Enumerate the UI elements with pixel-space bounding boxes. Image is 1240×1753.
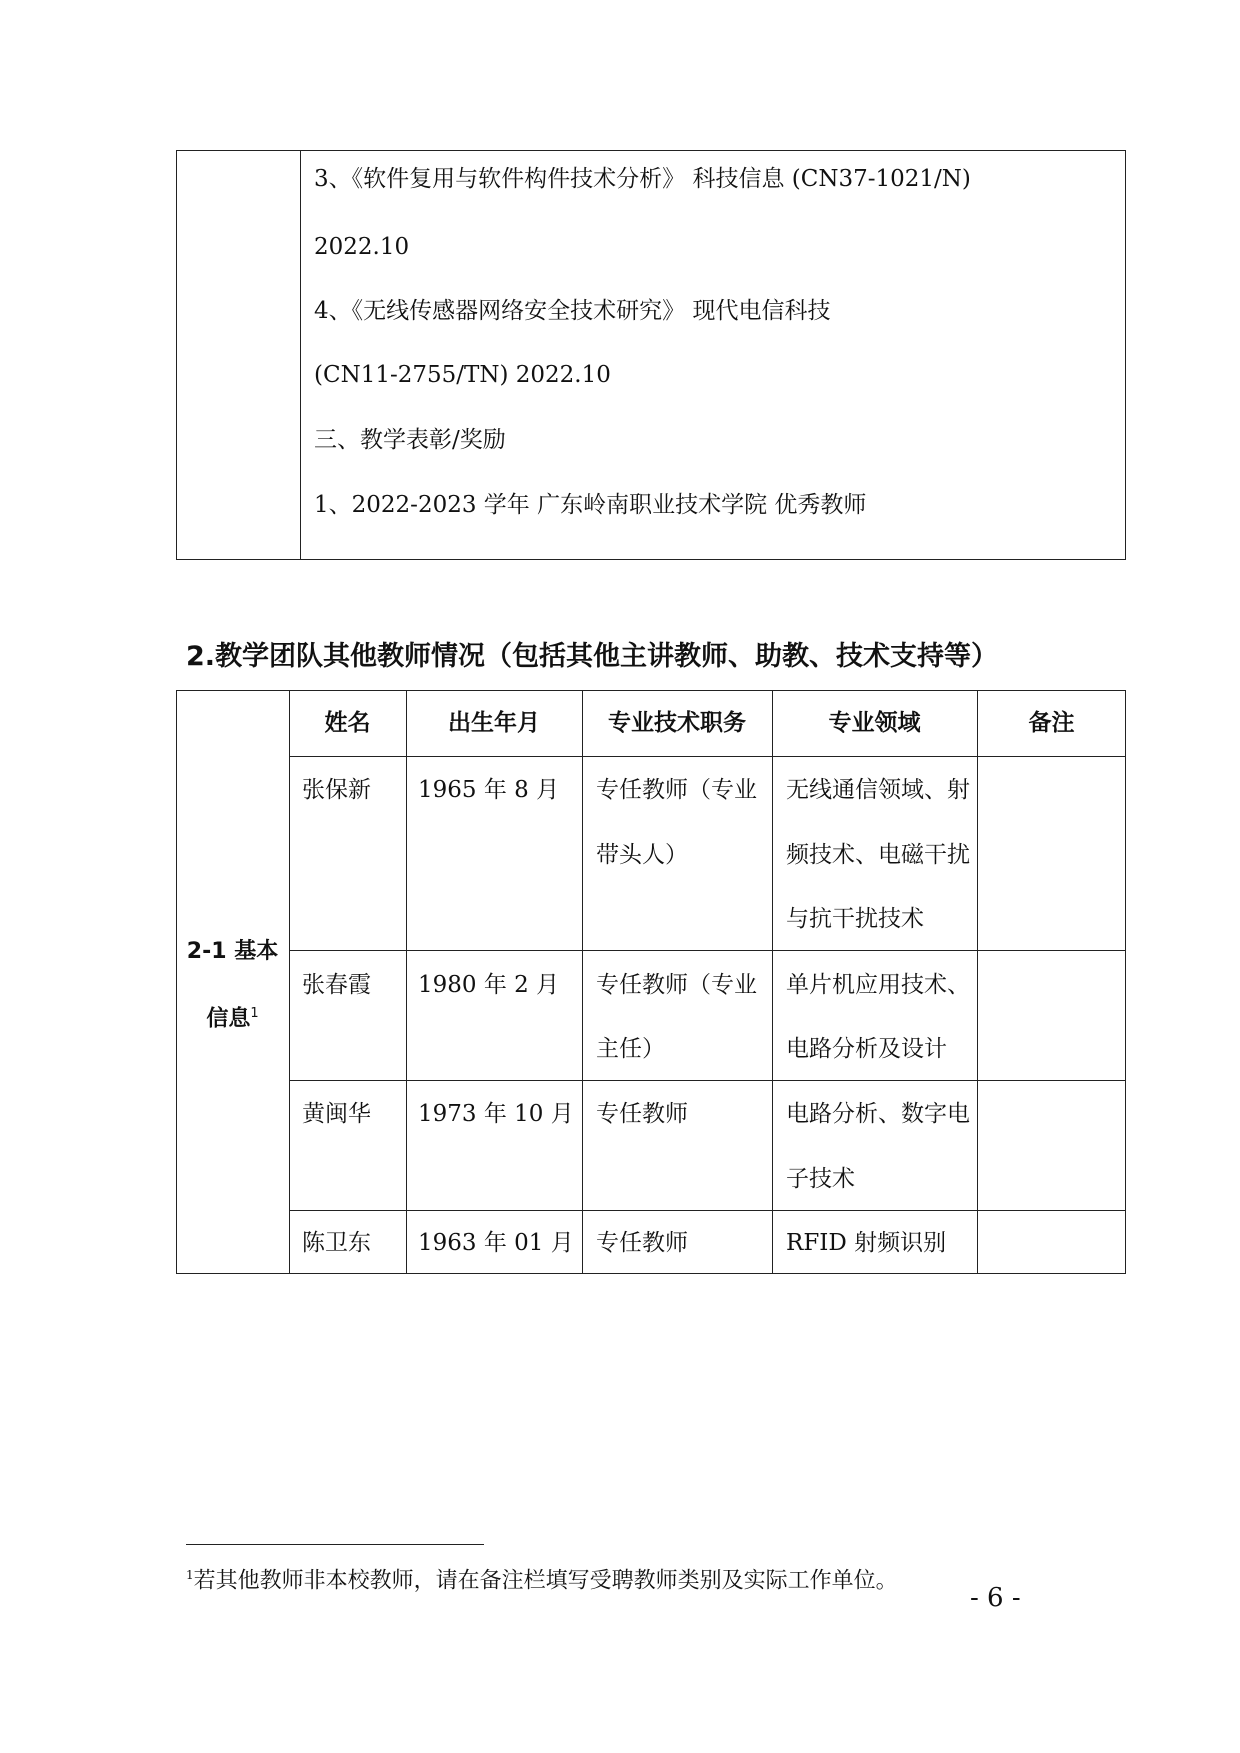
teacher-title: 专任教师	[596, 1101, 688, 1127]
teacher-birth: 1965 年 8 月	[418, 777, 560, 803]
teacher-field: 频技术、电磁干扰	[786, 842, 970, 868]
footnote-mark: 1	[186, 1568, 194, 1582]
teacher-name: 陈卫东	[302, 1230, 371, 1256]
row-label-line2: 信息	[206, 1006, 251, 1032]
teacher-field: 电路分析、数字电	[786, 1101, 970, 1127]
header-remark: 备注	[1028, 710, 1075, 736]
row-label	[176, 999, 289, 1034]
teacher-field: 电路分析及设计	[786, 1036, 947, 1062]
teacher-title: 专任教师（专业	[596, 777, 757, 803]
footnote	[186, 1560, 898, 1596]
table-divider	[289, 756, 1126, 757]
table-divider	[300, 150, 301, 560]
table-divider	[406, 690, 407, 1274]
table-divider	[289, 1080, 1126, 1081]
teacher-name: 黄闽华	[302, 1101, 371, 1127]
footnote-rule	[186, 1544, 484, 1545]
teacher-title: 带头人）	[596, 842, 688, 868]
table-divider	[772, 690, 773, 1274]
row-label	[176, 937, 289, 967]
table-divider	[977, 690, 978, 1274]
table-divider	[289, 950, 1126, 951]
teacher-birth: 1963 年 01 月	[418, 1230, 574, 1256]
teacher-field: 单片机应用技术、	[786, 972, 970, 998]
teacher-title: 主任）	[596, 1036, 665, 1062]
award-line: 1、2022-2023 学年 广东岭南职业技术学院 优秀教师	[314, 492, 867, 518]
header-title: 专业技术职务	[608, 710, 746, 736]
footnote-text: 若其他教师非本校教师，请在备注栏填写受聘教师类别及实际工作单位。	[193, 1568, 898, 1594]
teacher-field: 无线通信领域、射	[786, 777, 970, 803]
teacher-title: 专任教师（专业	[596, 972, 757, 998]
table-divider	[289, 1210, 1126, 1211]
award-heading: 三、教学表彰/奖励	[314, 427, 506, 453]
publication-line: (CN11-2755/TN) 2022.10	[314, 362, 611, 388]
teacher-birth: 1980 年 2 月	[418, 972, 560, 998]
table-divider	[289, 690, 290, 1274]
page-number: - 6 -	[970, 1583, 1021, 1613]
teacher-name: 张保新	[302, 777, 371, 803]
publication-line: 3、《软件复用与软件构件技术分析》 科技信息 (CN37-1021/N)	[314, 166, 971, 192]
publication-line: 2022.10	[314, 234, 410, 260]
header-birth: 出生年月	[448, 710, 540, 736]
section-title: 2.教学团队其他教师情况（包括其他主讲教师、助教、技术支持等）	[186, 641, 999, 672]
table-divider	[582, 690, 583, 1274]
teacher-birth: 1973 年 10 月	[418, 1101, 574, 1127]
row-label-line1: 2-1 基本	[186, 939, 279, 964]
publication-line: 4、《无线传感器网络安全技术研究》 现代电信科技	[314, 298, 831, 324]
header-field: 专业领域	[828, 710, 921, 736]
footnote-marker: 1	[250, 1006, 259, 1021]
header-name: 姓名	[324, 710, 371, 736]
teacher-name: 张春霞	[302, 972, 371, 998]
teacher-field: 子技术	[786, 1166, 855, 1192]
teacher-field: 与抗干扰技术	[786, 906, 924, 932]
teacher-field: RFID 射频识别	[786, 1230, 947, 1256]
teacher-title: 专任教师	[596, 1230, 688, 1256]
